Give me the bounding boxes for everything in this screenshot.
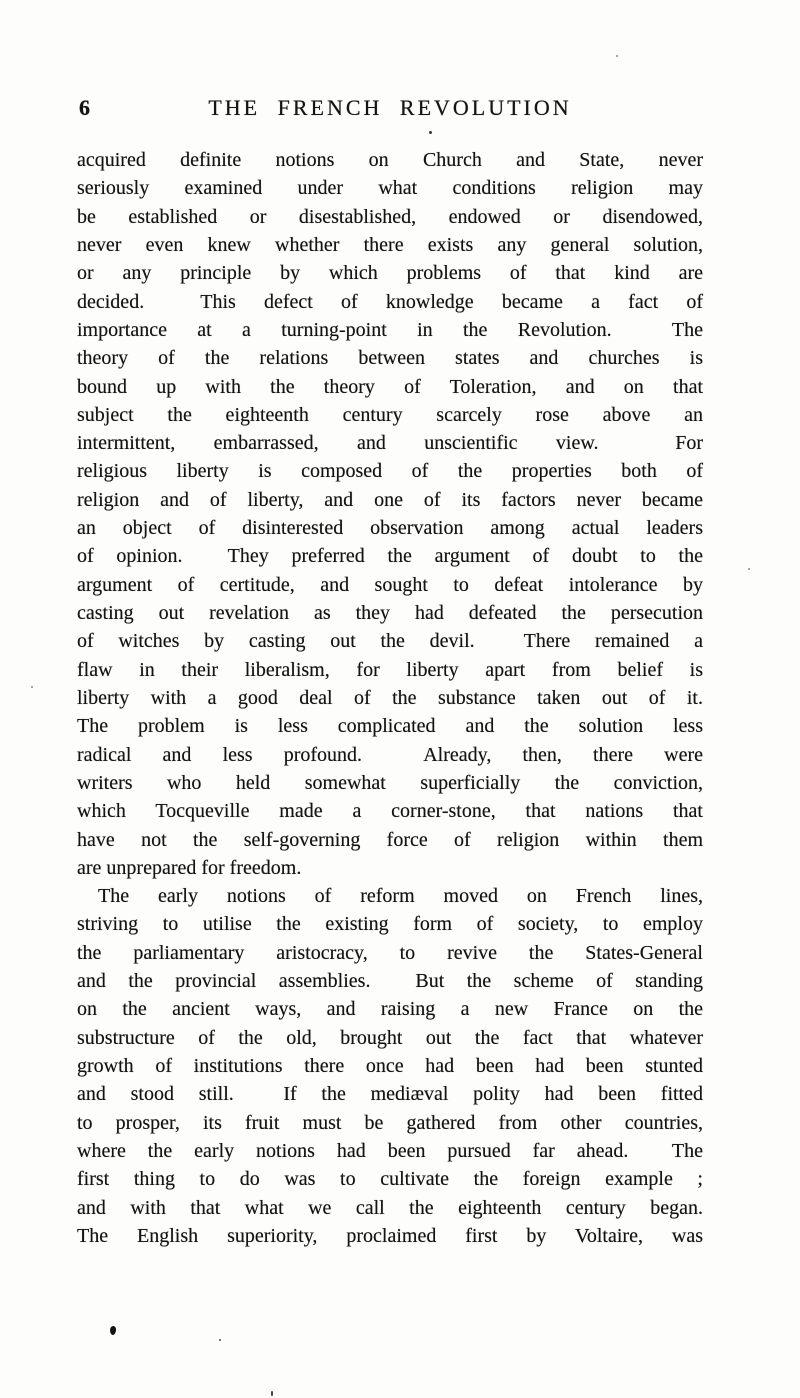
text-line: bound up with the theory of Toleration, and on that bbox=[77, 375, 703, 398]
text-line: intermittent, embarrassed, and unscientific view. For bbox=[77, 432, 703, 455]
text-line: liberty with a good deal of the substance taken out of it. bbox=[77, 686, 703, 709]
text-line: an object of disinterested observation among actual leaders bbox=[77, 517, 703, 540]
text-line: never even knew whether there exists any general solution, bbox=[77, 233, 703, 256]
text-line: be established or disestablished, endowed or disendowed, bbox=[77, 205, 703, 228]
text-line: which Tocqueville made a corner-stone, that nations that bbox=[77, 800, 703, 823]
text-line: have not the self-governing force of religion within them bbox=[77, 828, 703, 851]
text-line: subject the eighteenth century scarcely rose above an bbox=[77, 403, 703, 426]
text-line: radical and less profound. Already, then, there were bbox=[77, 743, 703, 766]
text-line: of witches by casting out the devil. There remained a bbox=[77, 630, 703, 653]
text-line: argument of certitude, and sought to defeat intolerance by bbox=[77, 573, 703, 596]
text-line: acquired definite notions on Church and State, never bbox=[77, 149, 703, 171]
text-line: first thing to do was to cultivate the foreign example ; bbox=[77, 1168, 703, 1191]
scan-speck bbox=[616, 55, 618, 57]
scan-speck bbox=[429, 131, 432, 134]
text-line: and the provincial assemblies. But the scheme of standing bbox=[77, 970, 703, 993]
running-header bbox=[77, 95, 703, 121]
scan-speck bbox=[271, 1391, 273, 1396]
text-line: of opinion. They preferred the argument of doubt to the bbox=[77, 545, 703, 568]
text-line: writers who held somewhat superficially the conviction, bbox=[77, 771, 703, 794]
text-line: to prosper, its fruit must be gathered from other countries, bbox=[77, 1111, 703, 1134]
text-line: substructure of the old, brought out the fact that whatever bbox=[77, 1026, 703, 1049]
text-line: decided. This defect of knowledge became a fact of bbox=[77, 290, 703, 313]
text-line: and stood still. If the mediæval polity had been fitted bbox=[77, 1083, 703, 1106]
scan-speck bbox=[748, 568, 750, 570]
text-line: seriously examined under what conditions religion may bbox=[77, 177, 703, 200]
text-line: or any principle by which problems of that kind are bbox=[77, 262, 703, 285]
text-line: casting out revelation as they had defeated the persecution bbox=[77, 602, 703, 624]
text-line: the parliamentary aristocracy, to revive the States-General bbox=[77, 941, 703, 964]
text-line: striving to utilise the existing form of society, to employ bbox=[77, 913, 703, 936]
text-line: are unprepared for freedom. bbox=[77, 856, 302, 879]
scan-speck bbox=[110, 1326, 117, 1336]
scan-speck bbox=[219, 1339, 221, 1341]
text-line: on the ancient ways, and raising a new France on the bbox=[77, 998, 703, 1021]
scan-speck bbox=[31, 686, 33, 688]
text-line: flaw in their liberalism, for liberty apart from belief is bbox=[77, 658, 703, 681]
text-line: and with that what we call the eighteenth century began. bbox=[77, 1196, 703, 1219]
text-line: The English superiority, proclaimed first by Voltaire, was bbox=[77, 1224, 703, 1247]
text-line: The early notions of reform moved on French lines, bbox=[98, 885, 703, 908]
text-line: importance at a turning-point in the Revolution. The bbox=[77, 318, 703, 341]
page-body-text bbox=[77, 146, 703, 1250]
text-line: where the early notions had been pursued far ahead. The bbox=[77, 1139, 703, 1162]
text-line: religious liberty is composed of the properties both of bbox=[77, 460, 703, 483]
text-line: theory of the relations between states and churches is bbox=[77, 347, 703, 370]
text-line: The problem is less complicated and the solution less bbox=[77, 715, 703, 738]
page-number: 6 bbox=[79, 95, 90, 120]
text-line: growth of institutions there once had been had been stunted bbox=[77, 1055, 703, 1077]
running-header-title: THE FRENCH REVOLUTION bbox=[208, 95, 572, 120]
text-line: religion and of liberty, and one of its factors never became bbox=[77, 488, 703, 511]
